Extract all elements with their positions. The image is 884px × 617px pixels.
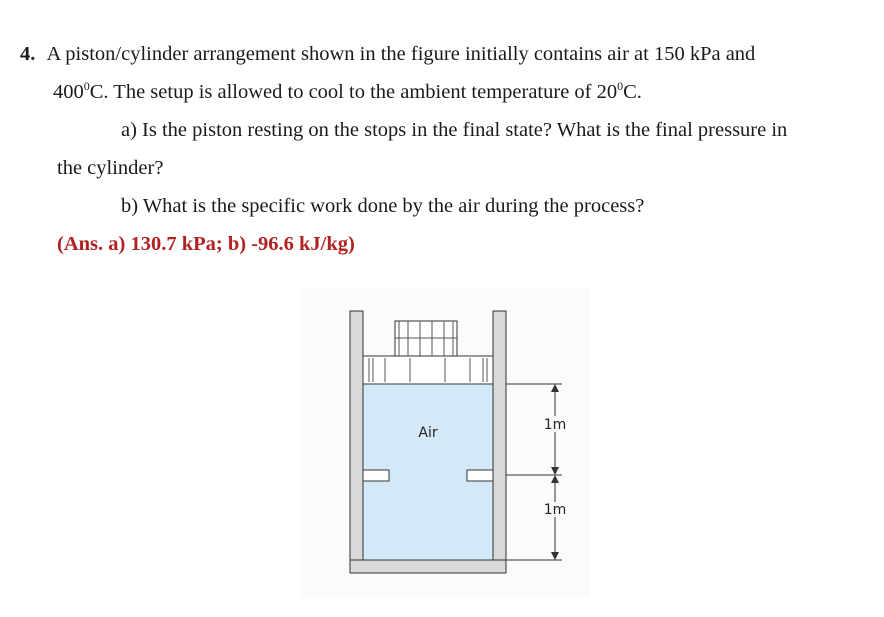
temp-unit: C. <box>623 81 642 103</box>
cylinder-bottom <box>350 560 506 573</box>
degree-mark: 0 <box>617 79 624 93</box>
problem-text-line-2: C. The setup is allowed to cool to the ambient temperature of 20 <box>89 81 618 103</box>
problem-number: 4. <box>20 43 36 65</box>
piston <box>363 356 493 384</box>
cylinder-wall-right <box>493 311 506 573</box>
temp-initial: 400 <box>53 81 84 103</box>
cylinder-wall-left <box>350 311 363 573</box>
piston-cylinder-figure <box>300 288 590 598</box>
part-a-line-1: a) Is the piston resting on the stops in the final state? What is the final pressure in <box>121 119 788 141</box>
stop-left <box>363 470 389 481</box>
answer-line: (Ans. a) 130.7 kPa; b) -96.6 kJ/kg) <box>57 233 355 255</box>
degree-mark: 0 <box>83 79 90 93</box>
dimension-lower-label: 1m <box>543 502 567 518</box>
part-b: b) What is the specific work done by the air during the process? <box>121 195 645 217</box>
dimension-upper-label: 1m <box>543 417 567 433</box>
problem-line-1 <box>20 42 755 66</box>
air-label: Air <box>418 425 438 441</box>
part-a-line-2: the cylinder? <box>57 157 164 179</box>
problem-line-2 <box>53 80 642 104</box>
problem-text-line-1: A piston/cylinder arrangement shown in the figure initially contains air at 150 kPa and <box>46 43 756 65</box>
stop-right <box>467 470 493 481</box>
